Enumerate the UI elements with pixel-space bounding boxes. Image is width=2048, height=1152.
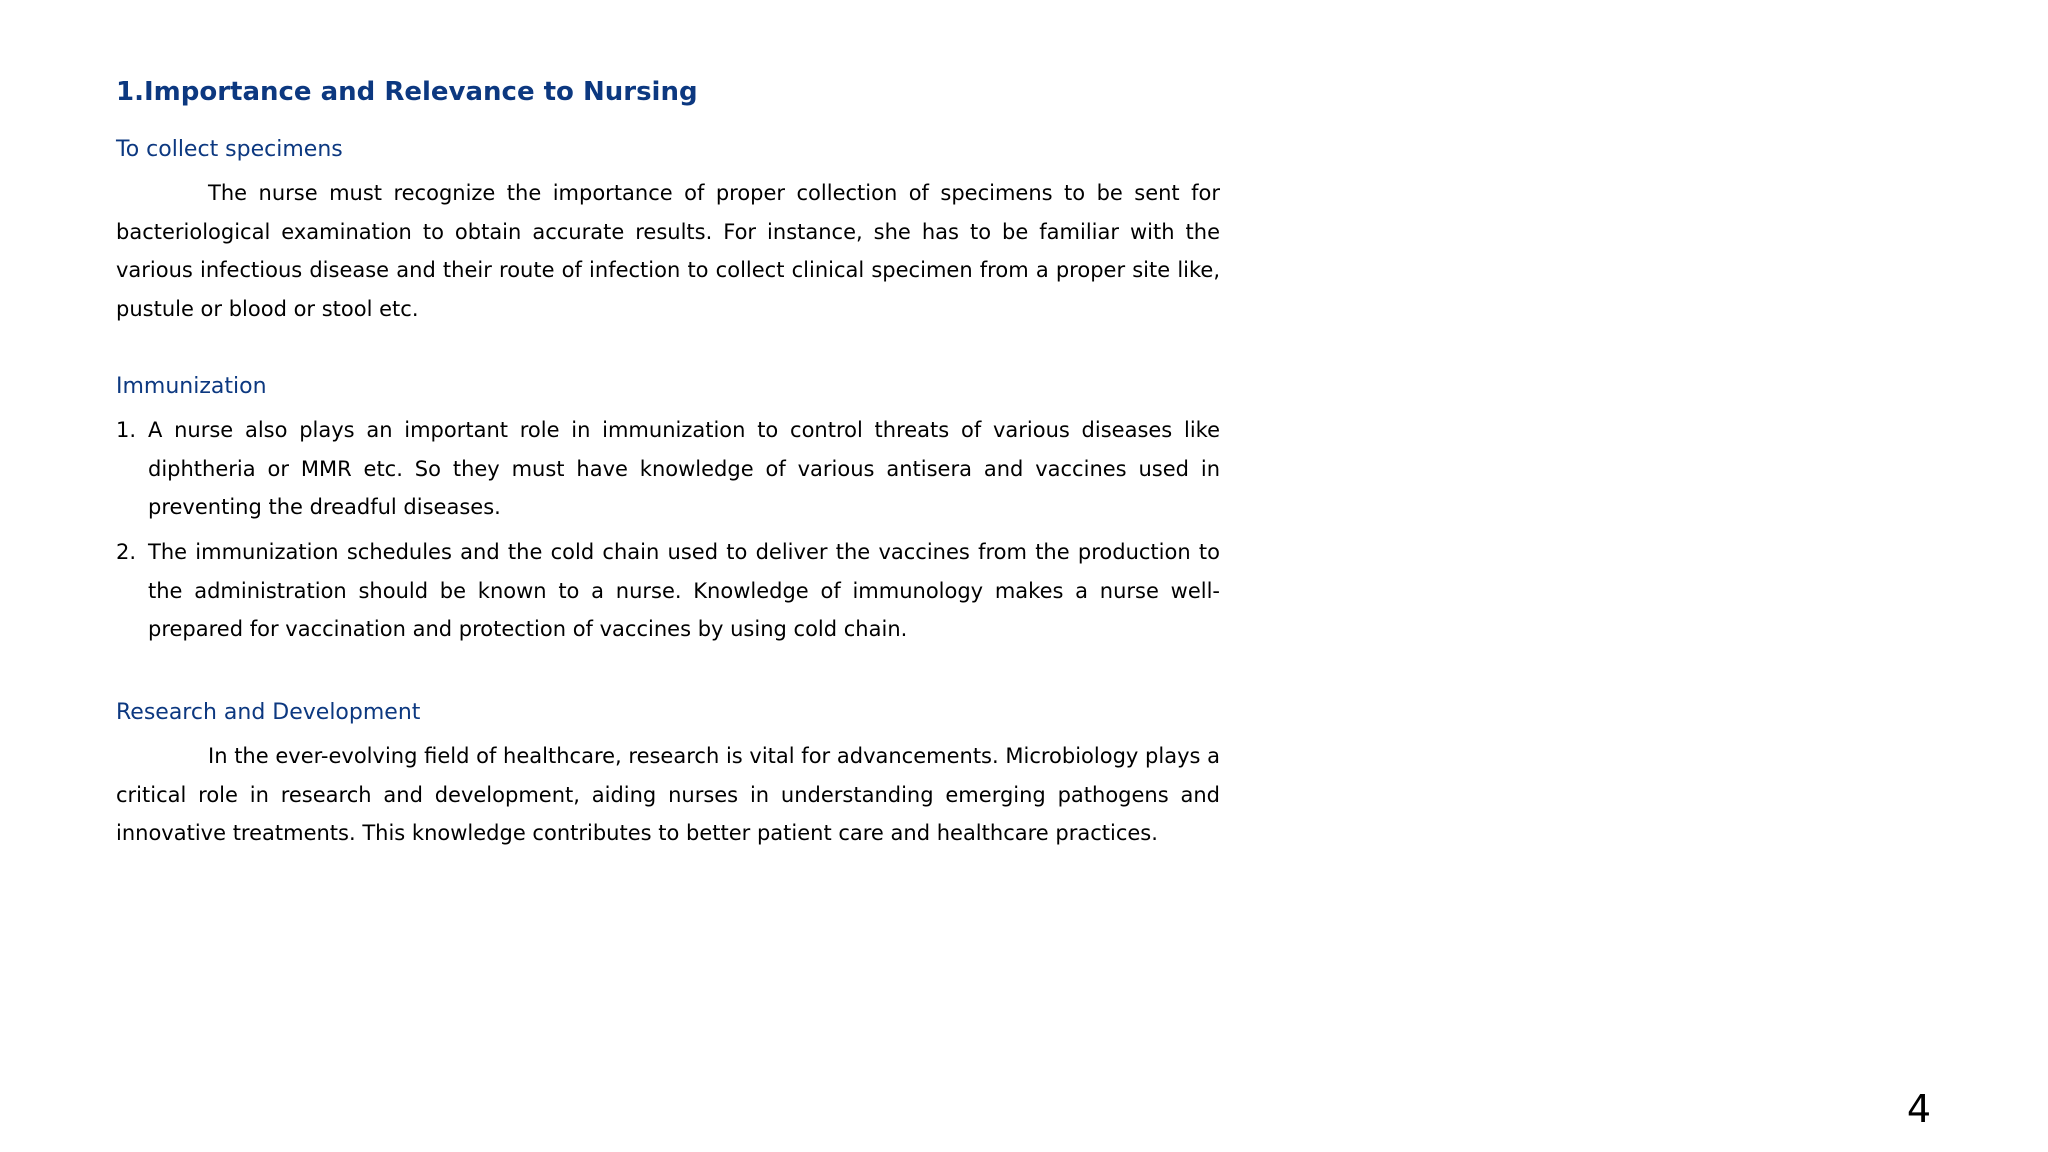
section-heading-research-development: Research and Development (116, 700, 421, 726)
page-number: 4 (1906, 1087, 1931, 1131)
page-title: 1.Importance and Relevance to Nursing (116, 77, 698, 107)
section-paragraph-research-development: In the ever-evolving field of healthcare, research is vital for advancements. Microbiology plays a critical role in research and development, aiding nurses in understanding emerging pathogens and innovative treatments. This knowledge contributes to better patient care and healthcare practices. (116, 744, 1220, 846)
list-item (116, 411, 1220, 527)
list-item-number: 2. (116, 539, 137, 564)
document-page (116, 72, 1220, 853)
list-item (116, 533, 1220, 649)
list-item-number: 1. (116, 417, 137, 442)
section-spacer (116, 329, 1220, 371)
list-item-text: A nurse also plays an important role in immunization to control threats of various diseases like diphtheria or MMR etc. So they must have knowledge of various antisera and vaccines used in preventing the dreadful diseases. (148, 417, 1220, 520)
section-spacer (116, 655, 1220, 697)
section-collect-specimens (116, 134, 1220, 329)
immunization-list (116, 411, 1220, 649)
section-immunization (116, 371, 1220, 649)
section-heading-collect-specimens: To collect specimens (116, 137, 343, 162)
section-research-development (116, 697, 1220, 853)
section-paragraph-collect-specimens: The nurse must recognize the importance of proper collection of specimens to be sent for bacteriological examination to obtain accurate results. For instance, she has to be familiar with the various infectious disease and their route of infection to collect clinical specimen from a proper site like, pustule or blood or stool etc. (116, 181, 1220, 322)
section-heading-immunization: Immunization (116, 373, 267, 399)
list-item-text: The immunization schedules and the cold chain used to deliver the vaccines from the production to the administration should be known to a nurse. Knowledge of immunology makes a nurse well-prepared for vaccination and protection of vaccines by using cold chain. (148, 539, 1220, 642)
